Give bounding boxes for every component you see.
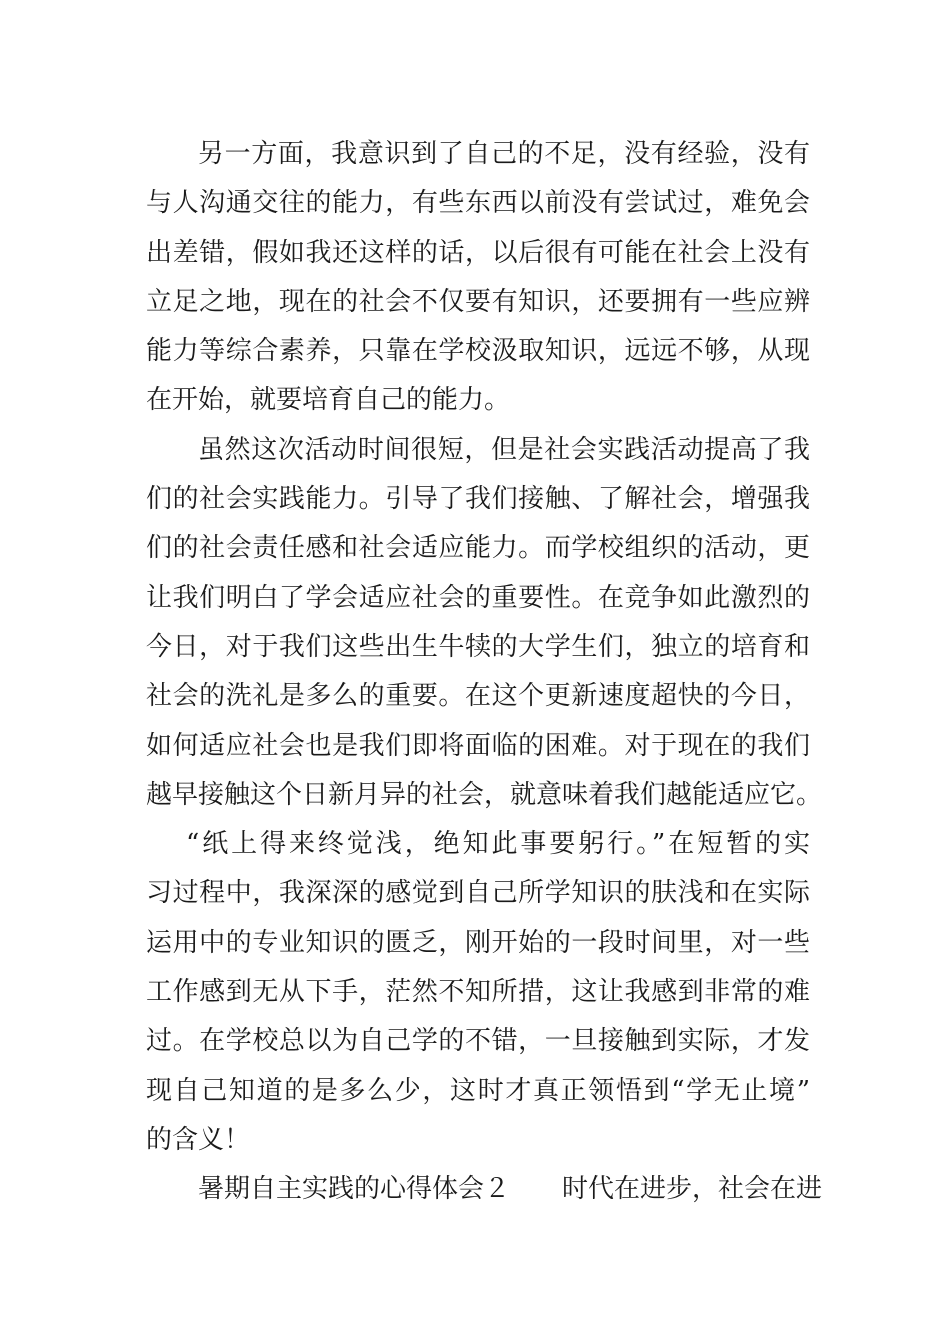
document-body <box>146 130 823 1215</box>
paragraph-3-line-7: 的含义！ <box>146 1124 251 1155</box>
paragraph-1-line-6: 在开始，就要培育自己的能力。 <box>146 385 511 416</box>
paragraph-2-line-5: 今日，对于我们这些出生牛犊的大学生们，独立的培育和 <box>146 631 810 662</box>
paragraph-4-line-1: 暑期自主实践的心得体会２ 时代在进步，社会在进 <box>198 1174 823 1205</box>
paragraph-1-line-5: 能力等综合素养，只靠在学校汲取知识，远远不够，从现 <box>146 336 810 367</box>
paragraph-3-line-2: 习过程中，我深深的感觉到自己所学知识的肤浅和在实际 <box>146 878 810 909</box>
paragraph-1-line-2: 与人沟通交往的能力，有些东西以前没有尝试过，难免会 <box>146 188 810 219</box>
paragraph-1-line-1: 另一方面，我意识到了自己的不足，没有经验，没有 <box>198 139 810 169</box>
paragraph-3-line-5: 过。在学校总以为自己学的不错，一旦接触到实际，才发 <box>146 1026 810 1057</box>
paragraph-1-line-4: 立足之地，现在的社会不仅要有知识，还要拥有一些应辨 <box>146 286 810 317</box>
paragraph-2-line-7: 如何适应社会也是我们即将面临的困难。对于现在的我们 <box>146 730 810 761</box>
paragraph-3-line-3: 运用中的专业知识的匮乏，刚开始的一段时间里，对一些 <box>146 927 810 958</box>
paragraph-2-line-8: 越早接触这个日新月异的社会，就意味着我们越能适应它。 <box>146 779 823 810</box>
paragraph-3-line-4: 工作感到无从下手，茫然不知所措，这让我感到非常的难 <box>146 977 810 1008</box>
paragraph-3-line-1: “纸上得来终觉浅，绝知此事要躬行。”在短暂的实 <box>186 829 810 860</box>
paragraph-2-line-4: 让我们明白了学会适应社会的重要性。在竞争如此激烈的 <box>146 582 810 613</box>
paragraph-3-line-6: 现自己知道的是多么少，这时才真正领悟到“学无止境” <box>146 1075 810 1106</box>
paragraph-2-line-6: 社会的洗礼是多么的重要。在这个更新速度超快的今日， <box>146 681 810 712</box>
paragraph-2-line-3: 们的社会责任感和社会适应能力。而学校组织的活动，更 <box>146 533 810 564</box>
paragraph-2-line-1: 虽然这次活动时间很短，但是社会实践活动提高了我 <box>198 434 810 465</box>
paragraph-1-line-3: 出差错，假如我还这样的话，以后很有可能在社会上没有 <box>146 237 810 268</box>
paragraph-2-line-2: 们的社会实践能力。引导了我们接触、了解社会，增强我 <box>146 484 810 515</box>
